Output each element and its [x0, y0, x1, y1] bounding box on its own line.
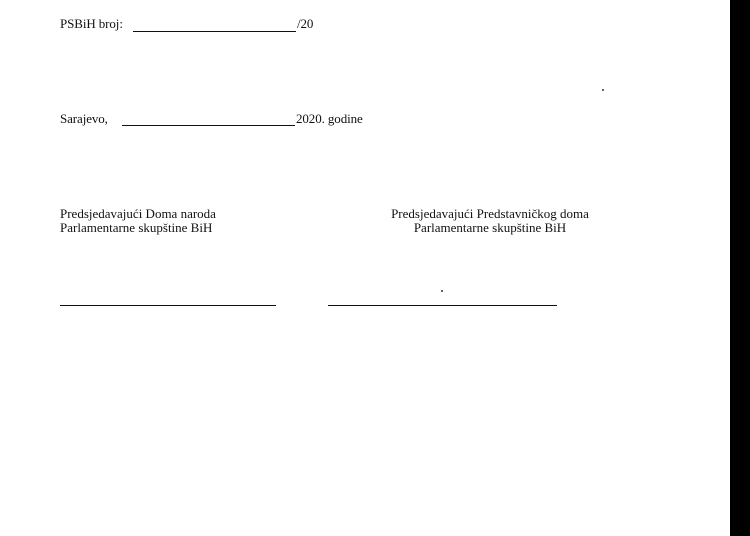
reference-number-label: PSBiH broj: [60, 16, 123, 31]
date-blank-line [122, 125, 295, 126]
scan-edge-border [730, 0, 750, 536]
scan-speck [441, 290, 443, 292]
signature-line-right [328, 305, 557, 306]
place-label: Sarajevo, [60, 111, 108, 126]
signatory-right-line2: Parlamentarne skupštine BiH [413, 220, 567, 235]
signatory-right-title [370, 207, 610, 235]
signature-line-left [60, 305, 276, 306]
signatory-left-line1: Predsjedavajući Doma naroda [60, 206, 216, 221]
scan-speck [602, 89, 604, 91]
reference-number-suffix: /20 [297, 16, 314, 31]
year-suffix: 2020. godine [296, 111, 363, 126]
signatory-left-line2: Parlamentarne skupštine BiH [60, 220, 213, 235]
signatory-right-line1: Predsjedavajući Predstavničkog doma [391, 206, 589, 221]
reference-number-blank-line [133, 31, 296, 32]
signatory-left-title [60, 207, 216, 235]
